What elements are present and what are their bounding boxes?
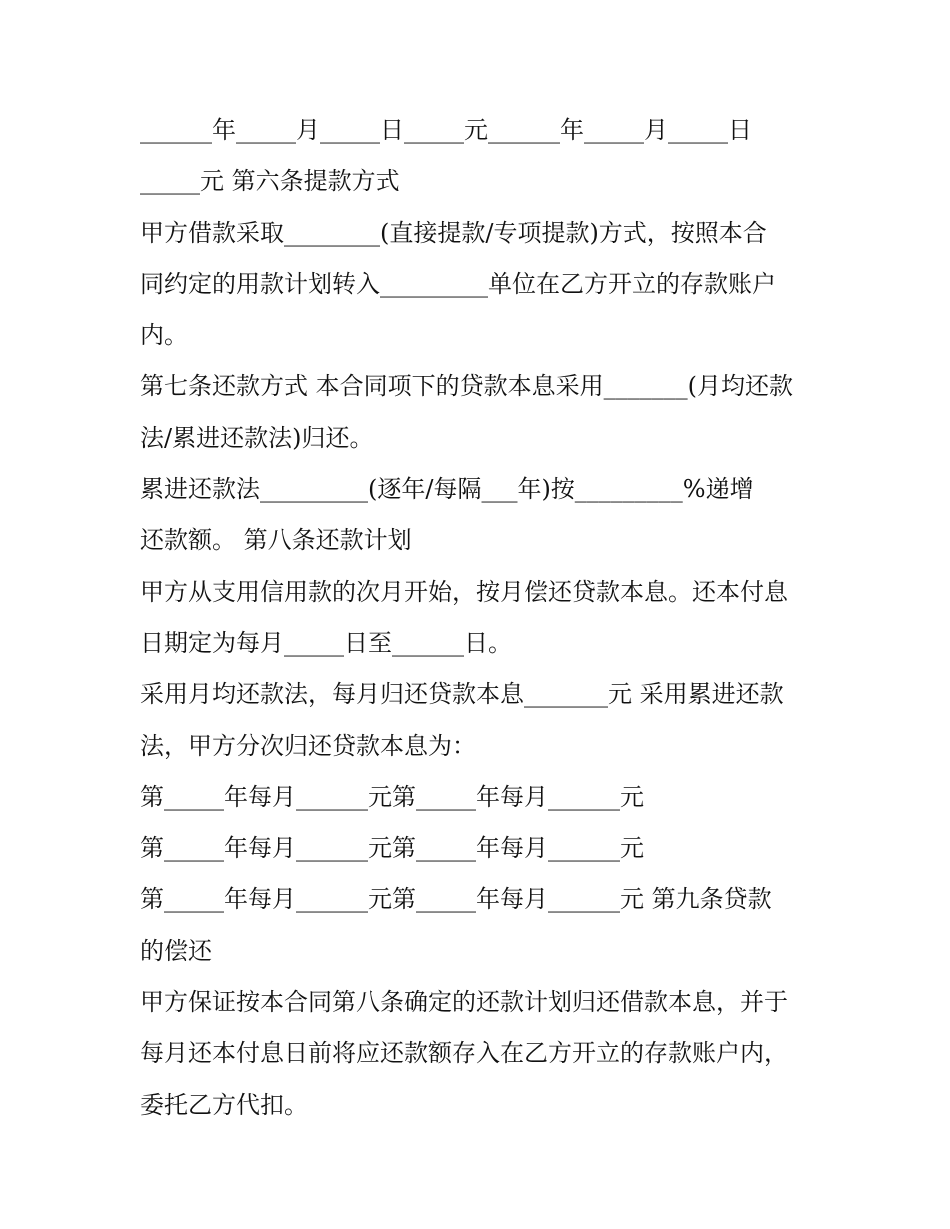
text-line: 累进还款法_________(逐年/每隔___年)按_________%递增 — [140, 475, 754, 504]
text-line: 甲方从支用信用款的次月开始，按月偿还贷款本息。还本付息 — [140, 577, 788, 606]
text-line: 第_____年每月______元第_____年每月______元 — [140, 782, 644, 811]
text-line: 委托乙方代扣。 — [140, 1090, 308, 1119]
text-line: 采用月均还款法，每月归还贷款本息_______元 采用累进还款 — [140, 680, 784, 709]
text-line: 第七条还款方式 本合同项下的贷款本息采用_______(月均还款 — [140, 372, 793, 401]
text-line: _____元 第六条提款方式 — [140, 167, 400, 196]
text-line: 法，甲方分次归还贷款本息为： — [140, 731, 476, 760]
text-line: 甲方借款采取________(直接提款/专项提款)方式，按照本合 — [140, 218, 767, 247]
text-line: 同约定的用款计划转入_________单位在乙方开立的存款账户 — [140, 269, 776, 298]
text-line: 的偿还 — [140, 936, 212, 965]
text-line: 第_____年每月______元第_____年每月______元 — [140, 834, 644, 863]
text-line: 内。 — [140, 321, 188, 350]
document-body — [140, 108, 830, 1134]
text-line: 每月还本付息日前将应还款额存入在乙方开立的存款账户内， — [140, 1039, 788, 1068]
text-line: 法/累进还款法)归还。 — [140, 423, 374, 452]
text-line: ______年_____月_____日_____元______年_____月_____日 — [140, 116, 752, 144]
text-line: 第_____年每月______元第_____年每月______元 第九条贷款 — [140, 885, 772, 914]
text-line: 甲方保证按本合同第八条确定的还款计划归还借款本息，并于 — [140, 988, 788, 1017]
text-line: 还款额。 第八条还款计划 — [140, 526, 412, 555]
text-line: 日期定为每月_____日至______日。 — [140, 628, 512, 657]
